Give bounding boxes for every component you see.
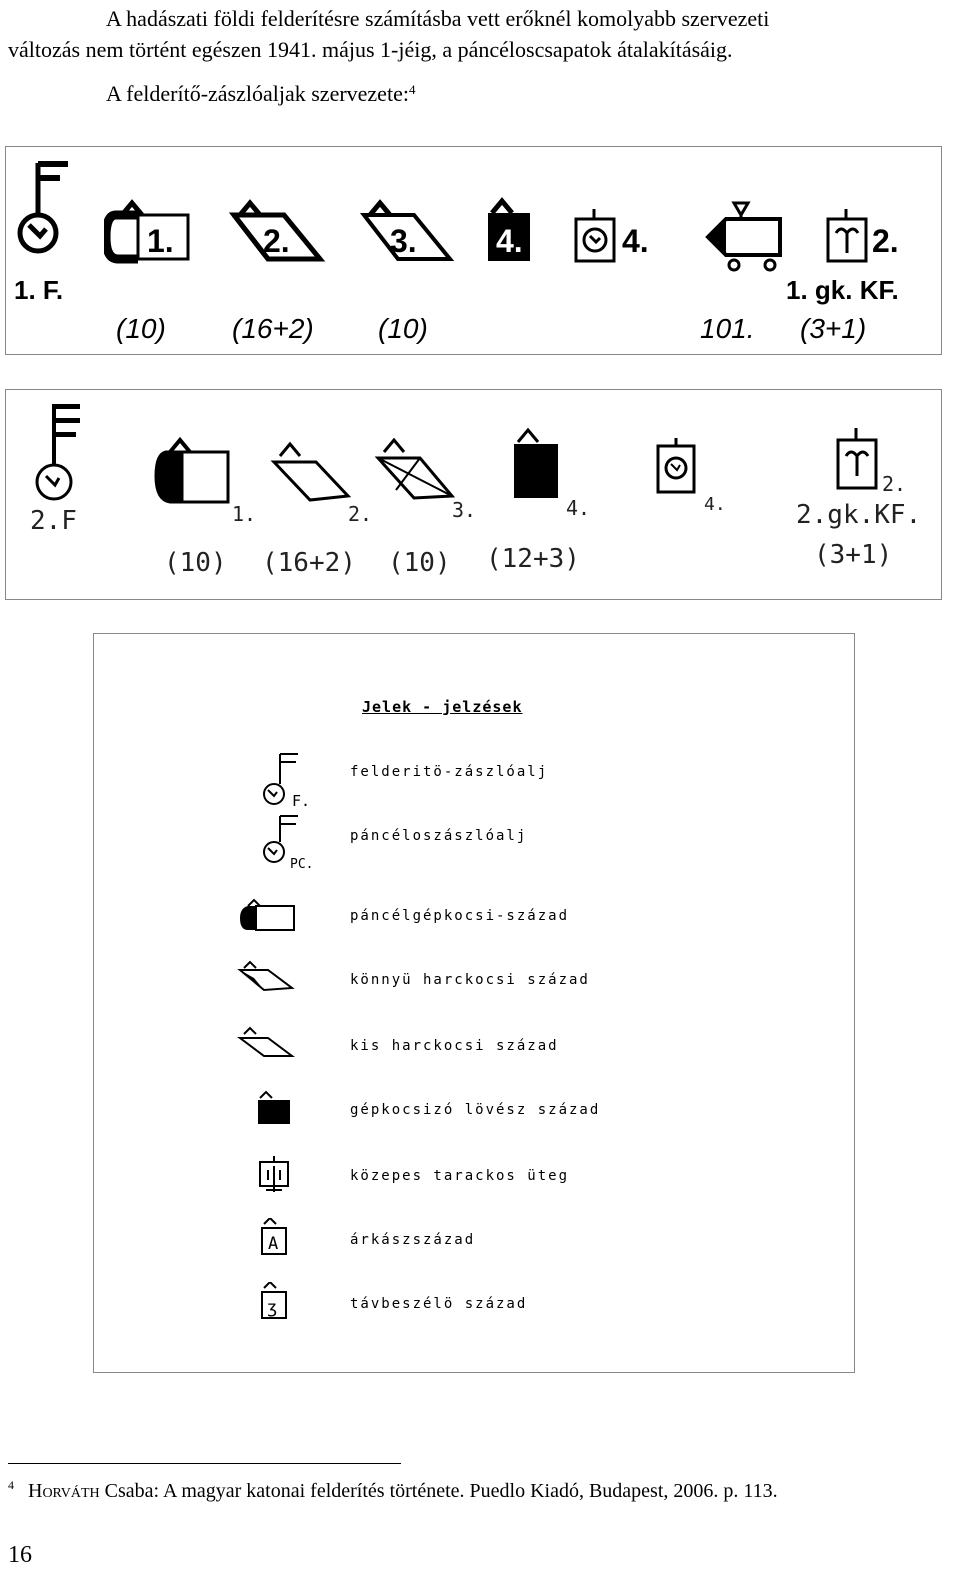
- legend-label: felderitö-zászlóalj: [350, 764, 549, 780]
- small-tank-company-icon: [374, 438, 458, 510]
- heading-text: A felderítő-zászlóaljak szervezete:: [106, 81, 409, 106]
- recon-battalion-icon: [32, 400, 88, 508]
- org-chart-2nd-battalion: [5, 389, 942, 600]
- icon-tag: F.: [292, 792, 311, 810]
- company-number: 4.: [566, 496, 591, 520]
- company-number: 2.: [263, 223, 290, 259]
- footnote: [8, 1478, 778, 1504]
- legend-label: páncélgépkocsi-század: [350, 908, 570, 924]
- company-number: 2.: [348, 502, 373, 526]
- light-tank-company-icon: [270, 440, 354, 510]
- column-company-icon: [824, 205, 872, 267]
- company-number: 4.: [622, 223, 649, 259]
- battalion-label: 1. F.: [14, 275, 64, 305]
- telephone-company-icon: [234, 1282, 334, 1326]
- company-number: 3.: [390, 223, 417, 259]
- medium-howitzer-battery-icon: [234, 1154, 334, 1198]
- intro-line-1: A hadászati földi felderítésre számításba vett erőknél komolyabb szervezeti: [106, 6, 770, 31]
- strength-label: (16+2): [232, 313, 314, 344]
- medium-howitzer-battery-icon: [654, 434, 700, 498]
- legend-item: [234, 814, 794, 872]
- company-number: 3.: [452, 498, 477, 522]
- company-number: 4.: [496, 223, 523, 259]
- company-number: 2.: [872, 223, 899, 259]
- legend-item: [234, 896, 794, 946]
- legend-item: [234, 1154, 794, 1204]
- page-number: 16: [8, 1542, 32, 1568]
- armored-car-company-icon: [234, 896, 334, 936]
- light-tank-company-icon: [234, 960, 334, 1000]
- icon-tag: A: [268, 1234, 279, 1254]
- org-chart-1st-battalion: [5, 146, 942, 355]
- motorized-rifle-company-icon: [234, 1090, 334, 1130]
- symbol-legend: [93, 633, 855, 1373]
- company-number: 2.: [882, 472, 907, 496]
- medium-howitzer-battery-icon: [572, 205, 620, 267]
- legend-item: [234, 1026, 794, 1076]
- supply-truck-icon: [704, 199, 790, 279]
- legend-label: kis harckocsi század: [350, 1038, 559, 1054]
- legend-label: közepes tarackos üteg: [350, 1168, 570, 1184]
- strength-label: (10): [164, 548, 227, 578]
- strength-label: (10): [388, 548, 451, 578]
- legend-label: könnyü harckocsi század: [350, 972, 590, 988]
- intro-paragraph: [8, 3, 948, 65]
- company-number: 1.: [232, 502, 257, 526]
- strength-label: (12+3): [486, 544, 580, 574]
- icon-tag: ʒ: [267, 1298, 278, 1318]
- legend-item: [234, 1282, 794, 1332]
- armored-car-company-icon: [152, 430, 236, 510]
- intro-line-2: változás nem történt egészen 1941. május 1-jéig, a páncéloscsapatok átalakításáig.: [8, 37, 733, 62]
- small-tank-company-icon: [234, 1026, 334, 1066]
- company-number: 1.: [147, 223, 174, 259]
- legend-item: [234, 750, 794, 810]
- strength-label: (3+1): [800, 313, 867, 344]
- legend-item: [234, 960, 794, 1010]
- column-company-icon: [834, 426, 884, 496]
- column-label: 1. gk. KF.: [786, 275, 899, 305]
- motorized-rifle-company-icon: [508, 428, 564, 502]
- strength-label: (16+2): [262, 548, 356, 578]
- strength-label: (10): [378, 313, 428, 344]
- company-number: 4.: [704, 494, 726, 515]
- footnote-rule: [8, 1463, 401, 1464]
- strength-label: 101.: [700, 313, 755, 344]
- legend-label: gépkocsizó lövész század: [350, 1102, 601, 1118]
- section-heading: [106, 78, 415, 109]
- footnote-ref: 4: [408, 82, 416, 97]
- recon-battalion-icon: [234, 750, 324, 810]
- sapper-company-icon: [234, 1218, 334, 1262]
- icon-tag: PC.: [290, 857, 314, 872]
- footnote-mark: 4: [8, 1478, 14, 1492]
- legend-title: Jelek - jelzések: [362, 698, 523, 716]
- legend-item: [234, 1090, 794, 1140]
- battalion-label: 2.F: [30, 506, 77, 536]
- armored-battalion-icon: [234, 814, 334, 874]
- column-label: 2.gk.KF.: [796, 500, 922, 530]
- legend-item: [234, 1218, 794, 1268]
- legend-label: távbeszélö század: [350, 1296, 528, 1312]
- recon-battalion-icon: [12, 157, 72, 257]
- legend-label: páncéloszászlóalj: [350, 828, 528, 844]
- strength-label: (3+1): [814, 540, 893, 570]
- strength-label: (10): [116, 313, 166, 344]
- footnote-author: Horváth: [28, 1480, 100, 1502]
- footnote-citation: Csaba: A magyar katonai felderítés története. Puedlo Kiadó, Budapest, 2006. p. 113.: [99, 1480, 778, 1502]
- legend-label: árkászszázad: [350, 1232, 476, 1248]
